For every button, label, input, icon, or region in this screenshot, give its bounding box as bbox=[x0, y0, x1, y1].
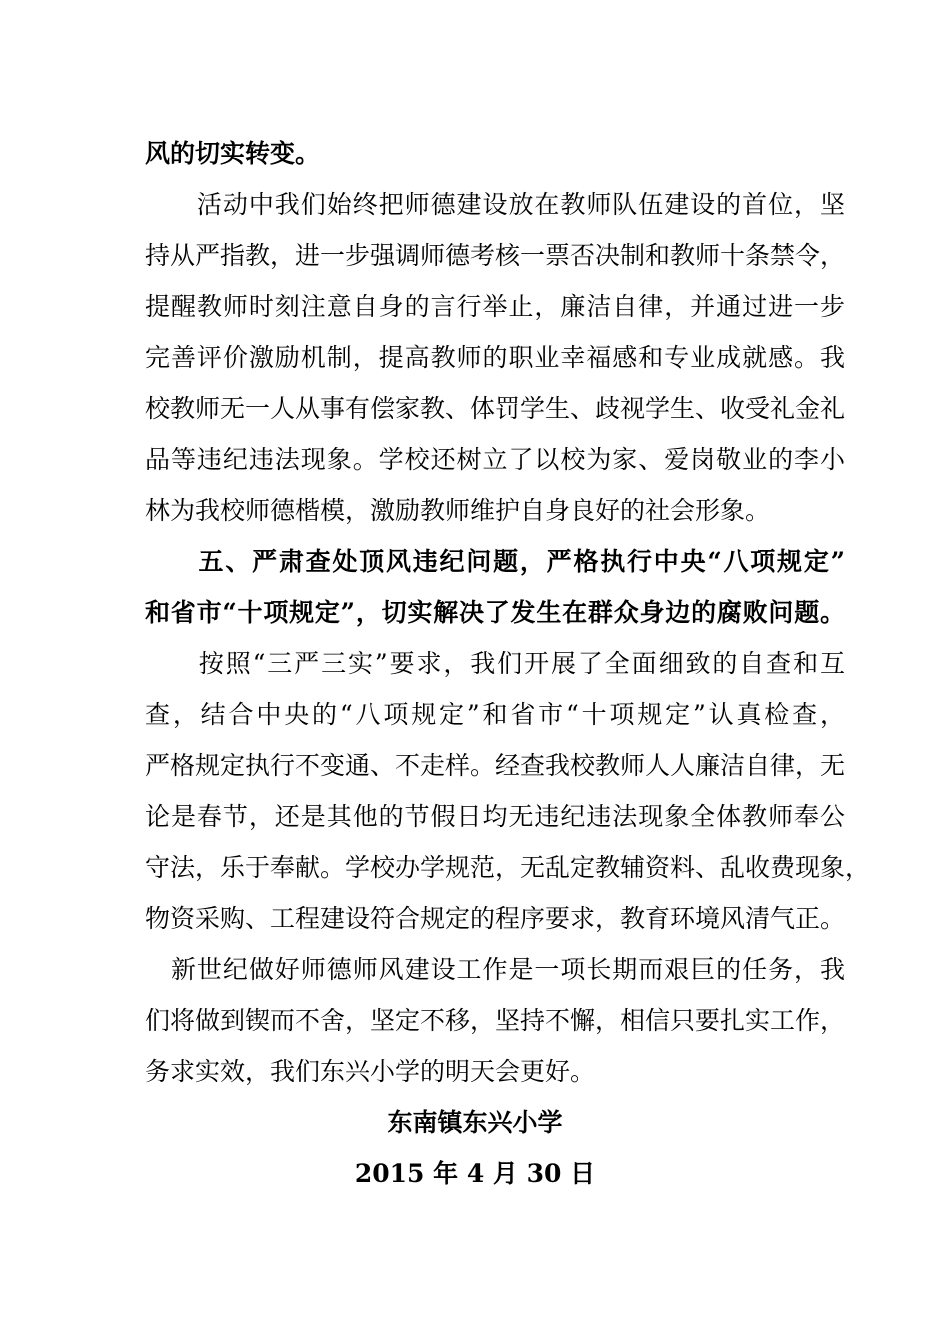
paragraph-line: 提醒教师时刻注意自身的言行举止，廉洁自律，并通过进一步 bbox=[145, 292, 845, 321]
section-heading: 五、严肃查处顶风违纪问题，严格执行中央“八项规定” bbox=[145, 547, 845, 576]
paragraph-line: 品等违纪违法现象。学校还树立了以校为家、爱岗敬业的李小 bbox=[145, 445, 845, 474]
paragraph-line: 守法，乐于奉献。学校办学规范，无乱定教辅资料、乱收费现象， bbox=[145, 853, 871, 882]
paragraph-line: 活动中我们始终把师德建设放在教师队伍建设的首位，坚 bbox=[145, 190, 845, 219]
signature-date: 2015 年 4 月 30 日 bbox=[354, 1159, 596, 1188]
paragraph-line: 论是春节，还是其他的节假日均无违纪违法现象全体教师奉公 bbox=[145, 802, 845, 831]
paragraph-continuation: 风的切实转变。 bbox=[145, 139, 321, 168]
paragraph-line: 持从严指教，进一步强调师德考核一票否决制和教师十条禁令， bbox=[145, 241, 846, 270]
paragraph-line: 务求实效，我们东兴小学的明天会更好。 bbox=[145, 1057, 596, 1086]
paragraph-line: 查，结合中央的“八项规定”和省市“十项规定”认真检查， bbox=[145, 700, 845, 729]
paragraph-line: 完善评价激励机制，提高教师的职业幸福感和专业成就感。我 bbox=[145, 343, 845, 372]
paragraph-line: 校教师无一人从事有偿家教、体罚学生、歧视学生、收受礼金礼 bbox=[145, 394, 846, 423]
paragraph-line: 物资采购、工程建设符合规定的程序要求，教育环境风清气正。 bbox=[145, 904, 846, 933]
section-heading: 和省市“十项规定”，切实解决了发生在群众身边的腐败问题。 bbox=[145, 598, 845, 627]
signature-org: 东南镇东兴小学 bbox=[387, 1108, 563, 1137]
paragraph-line: 严格规定执行不变通、不走样。经查我校教师人人廉洁自律，无 bbox=[145, 751, 846, 780]
paragraph-line: 们将做到锲而不舍，坚定不移，坚持不懈，相信只要扎实工作， bbox=[145, 1006, 846, 1035]
paragraph-line: 林为我校师德楷模，激励教师维护自身良好的社会形象。 bbox=[145, 496, 771, 525]
paragraph-line: 新世纪做好师德师风建设工作是一项长期而艰巨的任务，我 bbox=[145, 955, 845, 984]
paragraph-line: 按照“三严三实”要求，我们开展了全面细致的自查和互 bbox=[145, 649, 845, 678]
